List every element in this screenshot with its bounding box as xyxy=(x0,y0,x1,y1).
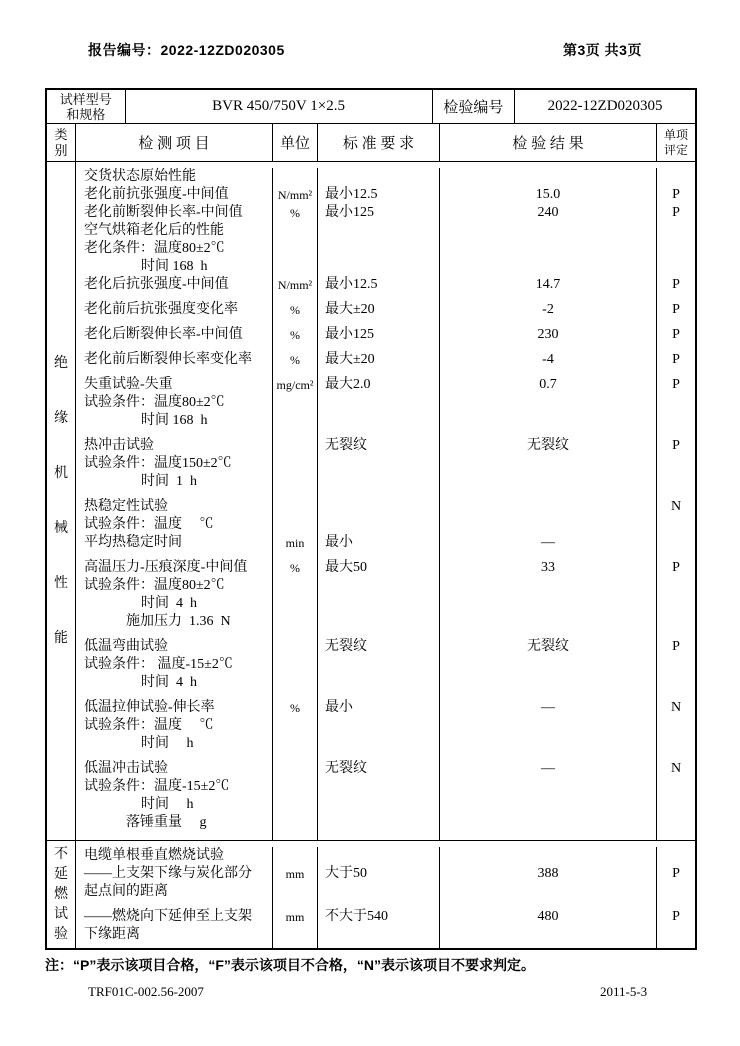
result-cell xyxy=(440,847,657,865)
verdict-cell xyxy=(657,168,695,186)
result-cell: -2 xyxy=(440,294,657,319)
result-cell: -4 xyxy=(440,344,657,369)
table-row xyxy=(76,204,695,222)
sample-spec-label-line1: 试样型号 xyxy=(59,91,112,107)
item-cell xyxy=(76,692,273,753)
col-verdict-line2: 评定 xyxy=(663,142,688,157)
col-standard: 标 准 要 求 xyxy=(318,124,440,161)
col-category-line2: 别 xyxy=(54,142,68,158)
result-cell: 480 xyxy=(440,901,657,948)
item-line: 老化前后断裂伸长率变化率 xyxy=(84,352,252,367)
standard-cell: 最小125 xyxy=(318,319,440,344)
result-cell: 33 xyxy=(440,552,657,631)
item-cell xyxy=(76,491,273,534)
standard-cell: 最小 xyxy=(318,692,440,753)
result-cell: 388 xyxy=(440,865,657,901)
table-row xyxy=(76,186,695,204)
standard-cell xyxy=(318,847,440,865)
standard-cell: 无裂纹 xyxy=(318,631,440,692)
result-cell: 无裂纹 xyxy=(440,430,657,491)
item-line: 时间 168 h xyxy=(141,413,208,428)
item-line: 低温弯曲试验 xyxy=(84,639,168,654)
standard-cell xyxy=(318,491,440,534)
table-row xyxy=(76,222,695,276)
standard-cell xyxy=(318,168,440,186)
verdict-cell: P xyxy=(672,327,680,342)
section-flame-retardant xyxy=(47,840,695,948)
item-line: 热冲击试验 xyxy=(84,438,154,453)
item-cell xyxy=(76,222,273,276)
item-cell xyxy=(76,534,273,552)
section-category-char: 能 xyxy=(54,630,68,646)
verdict-cell xyxy=(657,222,695,276)
item-cell xyxy=(76,204,273,222)
col-verdict-line1: 单项 xyxy=(663,127,688,142)
item-line: 低温冲击试验 xyxy=(84,761,168,776)
section-insulation-mechanical xyxy=(47,162,695,840)
section-category-label xyxy=(47,162,76,840)
table-row xyxy=(76,276,695,294)
sample-spec-label-line2: 和规格 xyxy=(66,106,106,122)
item-line: 落锤重量 g xyxy=(126,815,207,830)
note-text: 注：“P”表示该项目合格，“F”表示该项目不合格，“N”表示该项目不要求判定。 xyxy=(45,957,535,973)
inspection-number-value: 2022-12ZD020305 xyxy=(547,98,663,114)
item-line: 时间 4 h xyxy=(141,596,197,611)
section-category-char: 不 xyxy=(54,846,68,862)
item-cell xyxy=(76,344,273,369)
table-row xyxy=(76,344,695,369)
unit-cell xyxy=(273,430,318,491)
verdict-cell: P xyxy=(672,277,680,292)
verdict-cell: P xyxy=(672,377,680,392)
unit-cell: mg/cm² xyxy=(273,369,318,430)
section-category-char: 燃 xyxy=(54,886,68,902)
item-line: 时间 4 h xyxy=(141,675,197,690)
table-row xyxy=(76,901,695,948)
item-line: 施加压力 1.36 N xyxy=(126,614,231,629)
result-cell: 无裂纹 xyxy=(440,631,657,692)
table-row xyxy=(76,369,695,430)
sample-spec-label xyxy=(47,90,126,123)
section-category-char: 缘 xyxy=(54,410,68,426)
item-line: 试验条件：温度 ℃ xyxy=(84,718,214,733)
table-row xyxy=(76,319,695,344)
item-line: 平均热稳定时间 xyxy=(84,535,182,550)
unit-cell: % xyxy=(273,692,318,753)
unit-cell xyxy=(273,753,318,840)
item-line: 热稳定性试验 xyxy=(84,499,168,514)
item-line: 时间 h xyxy=(141,797,194,812)
result-cell: — xyxy=(440,692,657,753)
verdict-cell: N xyxy=(670,761,682,776)
table-row xyxy=(76,692,695,753)
section-category-char: 绝 xyxy=(54,355,68,371)
verdict-cell: P xyxy=(672,866,680,881)
verdict-cell: P xyxy=(672,438,680,453)
unit-cell: % xyxy=(273,344,318,369)
verdict-cell: P xyxy=(672,352,680,367)
result-cell: 0.7 xyxy=(440,369,657,430)
standard-cell: 最大2.0 xyxy=(318,369,440,430)
inspection-number-label: 检验编号 xyxy=(433,90,516,123)
item-line: 试验条件： 温度-15±2℃ xyxy=(84,657,233,672)
table-row xyxy=(76,294,695,319)
section-category-label xyxy=(47,841,76,948)
item-cell xyxy=(76,631,273,692)
col-category xyxy=(47,124,76,161)
verdict-cell: P xyxy=(672,302,680,317)
result-cell: 14.7 xyxy=(440,276,657,294)
item-cell xyxy=(76,369,273,430)
section-category-char: 验 xyxy=(54,926,68,942)
unit-cell xyxy=(273,222,318,276)
unit-cell xyxy=(273,491,318,534)
item-line: 下缘距离 xyxy=(84,927,140,942)
item-line: 失重试验-失重 xyxy=(84,377,173,392)
unit-cell: % xyxy=(273,319,318,344)
standard-cell: 不大于540 xyxy=(318,901,440,948)
verdict-cell: N xyxy=(670,700,682,715)
item-line: 老化后断裂伸长率-中间值 xyxy=(84,327,243,342)
test-report-table xyxy=(45,88,697,950)
unit-cell xyxy=(273,847,318,865)
table-row xyxy=(76,552,695,631)
item-cell xyxy=(76,168,273,186)
verdict-cell xyxy=(657,534,695,552)
item-line: 时间 h xyxy=(141,736,194,751)
result-cell: 15.0 xyxy=(440,186,657,204)
item-line: 试验条件：温度150±2℃ xyxy=(84,456,232,471)
verdict-cell: N xyxy=(670,499,682,514)
sample-spec-value: BVR 450/750V 1×2.5 xyxy=(126,90,433,123)
item-cell xyxy=(76,294,273,319)
section-category-char: 延 xyxy=(54,866,68,882)
item-line: 起点间的距离 xyxy=(84,884,168,899)
standard-cell: 最小12.5 xyxy=(318,186,440,204)
item-line: ——燃烧向下延伸至上支架 xyxy=(84,909,252,924)
column-header-row xyxy=(47,124,695,162)
verdict-cell: P xyxy=(672,205,680,220)
item-line: 试验条件：温度 ℃ xyxy=(84,517,214,532)
standard-cell: 无裂纹 xyxy=(318,430,440,491)
standard-cell: 大于50 xyxy=(318,865,440,901)
unit-cell: % xyxy=(273,204,318,222)
unit-cell: % xyxy=(273,552,318,631)
result-cell: 240 xyxy=(440,204,657,222)
unit-cell: min xyxy=(273,534,318,552)
table-row xyxy=(76,631,695,692)
unit-cell xyxy=(273,168,318,186)
item-cell xyxy=(76,552,273,631)
report-number-header: 报告编号：2022-12ZD020305 xyxy=(88,42,285,58)
unit-cell: % xyxy=(273,294,318,319)
item-line: 时间 1 h xyxy=(141,474,197,489)
unit-cell xyxy=(273,631,318,692)
table-row xyxy=(76,534,695,552)
table-row xyxy=(76,753,695,840)
item-cell xyxy=(76,865,273,901)
section-category-char: 性 xyxy=(54,575,68,591)
standard-cell: 最大50 xyxy=(318,552,440,631)
table-row xyxy=(76,430,695,491)
report-date: 2011-5-3 xyxy=(600,984,648,999)
result-cell xyxy=(440,222,657,276)
section-category-char: 试 xyxy=(54,906,68,922)
verdict-cell: P xyxy=(672,187,680,202)
table-row xyxy=(76,847,695,865)
verdict-cell: P xyxy=(672,909,680,924)
standard-cell: 最小12.5 xyxy=(318,276,440,294)
col-verdict xyxy=(657,124,695,161)
spec-row xyxy=(47,90,695,124)
item-line: 试验条件：温度-15±2℃ xyxy=(84,779,230,794)
verdict-cell: P xyxy=(672,639,680,654)
item-cell xyxy=(76,847,273,865)
item-line: 老化条件：温度80±2℃ xyxy=(84,241,225,256)
item-line: 老化后抗张强度-中间值 xyxy=(84,277,229,292)
item-cell xyxy=(76,319,273,344)
result-cell xyxy=(440,491,657,534)
item-line: 老化前后抗张强度变化率 xyxy=(84,302,238,317)
item-cell xyxy=(76,753,273,840)
unit-cell: N/mm² xyxy=(273,186,318,204)
result-cell: 230 xyxy=(440,319,657,344)
section-category-char: 机 xyxy=(54,465,68,481)
item-cell xyxy=(76,430,273,491)
page-number-header: 第3页 共3页 xyxy=(563,42,642,58)
section-rows xyxy=(76,841,695,948)
verdict-cell: P xyxy=(672,560,680,575)
item-line: ——上支架下缘与炭化部分 xyxy=(84,866,252,881)
result-cell xyxy=(440,168,657,186)
standard-cell: 最小125 xyxy=(318,204,440,222)
item-cell xyxy=(76,901,273,948)
item-line: 电缆单根垂直燃烧试验 xyxy=(84,848,224,863)
item-line: 低温拉伸试验-伸长率 xyxy=(84,700,215,715)
doc-code: TRF01C-002.56-2007 xyxy=(88,984,204,999)
unit-cell: N/mm² xyxy=(273,276,318,294)
unit-cell: mm xyxy=(273,865,318,901)
result-cell: — xyxy=(440,534,657,552)
standard-cell: 最大±20 xyxy=(318,344,440,369)
item-line: 高温压力-压痕深度-中间值 xyxy=(84,560,248,575)
standard-cell xyxy=(318,222,440,276)
unit-cell: mm xyxy=(273,901,318,948)
section-category-char: 械 xyxy=(54,520,68,536)
col-item: 检 测 项 目 xyxy=(76,124,273,161)
table-row xyxy=(76,168,695,186)
verdict-cell xyxy=(657,847,695,865)
col-unit: 单位 xyxy=(273,124,318,161)
item-line: 老化前抗张强度-中间值 xyxy=(84,187,229,202)
standard-cell: 无裂纹 xyxy=(318,753,440,840)
item-line: 试验条件：温度80±2℃ xyxy=(84,578,225,593)
standard-cell: 最小 xyxy=(318,534,440,552)
item-line: 空气烘箱老化后的性能 xyxy=(84,223,224,238)
result-cell: — xyxy=(440,753,657,840)
section-rows xyxy=(76,162,695,840)
col-result: 检 验 结 果 xyxy=(440,124,657,161)
item-line: 交货状态原始性能 xyxy=(84,169,196,184)
item-cell xyxy=(76,186,273,204)
standard-cell: 最大±20 xyxy=(318,294,440,319)
item-cell xyxy=(76,276,273,294)
col-category-line1: 类 xyxy=(54,126,68,142)
table-row xyxy=(76,865,695,901)
item-line: 试验条件：温度80±2℃ xyxy=(84,395,225,410)
item-line: 时间 168 h xyxy=(141,259,208,274)
table-row xyxy=(76,491,695,534)
item-line: 老化前断裂伸长率-中间值 xyxy=(84,205,243,220)
